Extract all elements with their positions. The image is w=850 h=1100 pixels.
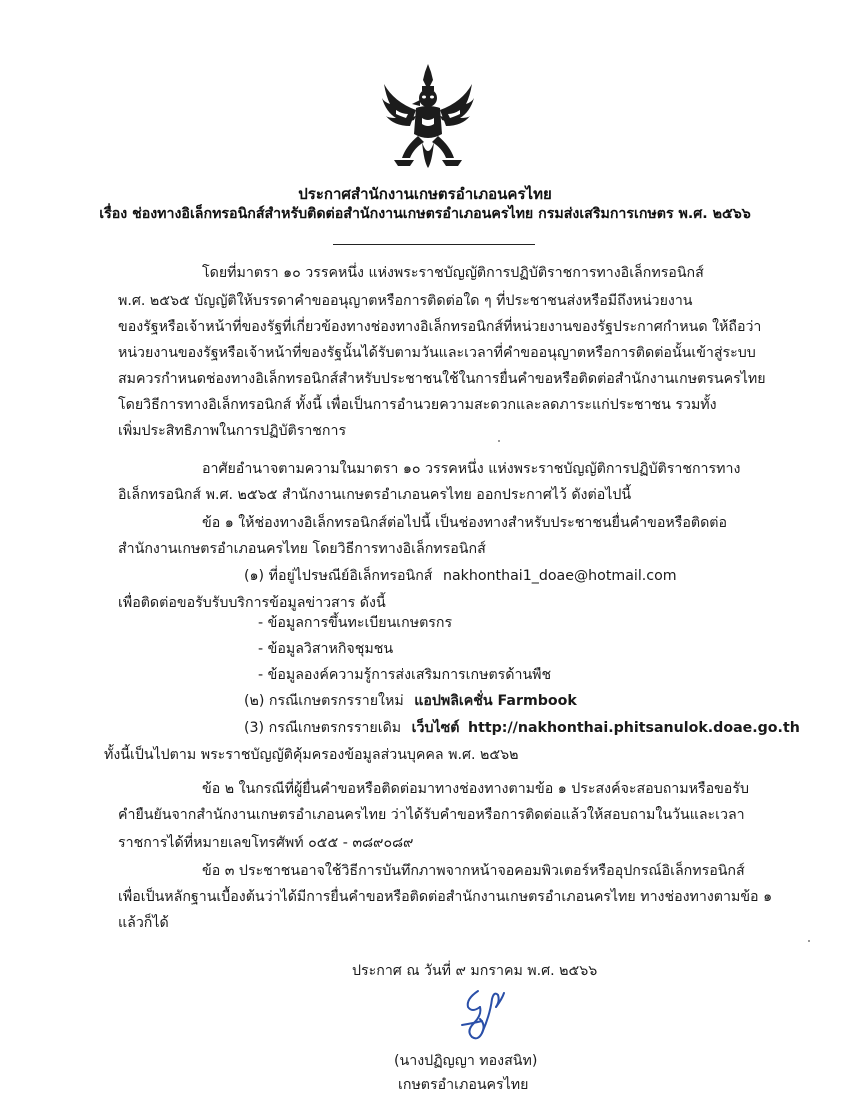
item1-purpose: เพื่อติดต่อขอรับรับบริการข้อมูลข่าวสาร ดังนี้ [118,595,386,611]
para1-line: โดยที่มาตรา ๑๐ วรรคหนึ่ง แห่งพระราชบัญญัติการปฏิบัติราชการทางอิเล็กทรอนิกส์ [202,265,704,281]
clause2-line: ข้อ ๒ ในกรณีที่ผู้ยื่นคำขอหรือติดต่อมาทางช่องทางตามข้อ ๑ ประสงค์จะสอบถามหรือขอรับ [202,781,749,797]
info-bullet: - ข้อมูลวิสาหกิจชุมชน [258,641,394,657]
website-url-link[interactable]: http://nakhonthai.phitsanulok.doae.go.th [467,720,800,736]
farmbook-app-link[interactable]: แอปพลิเคชั่น Farmbook [414,693,577,709]
signer-position: เกษตรอำเภอนครไทย [398,1077,529,1093]
garuda-emblem-icon [380,62,476,174]
pdpa-note: ทั้งนี้เป็นไปตาม พระราชบัญญัติคุ้มครองข้อมูลส่วนบุคคล พ.ศ. ๒๕๖๒ [104,747,519,763]
para2-line: อิเล็กทรอนิกส์ พ.ศ. ๒๕๖๕ สำนักงานเกษตรอำเภอนครไทย ออกประกาศไว้ ดังต่อไปนี้ [118,487,632,503]
item2-prefix: (๒) กรณีเกษตรกรรายใหม่ [244,693,404,709]
para1-line: เพิ่มประสิทธิภาพในการปฏิบัติราชการ [118,423,347,439]
clause1-line: ข้อ ๑ ให้ช่องทางอิเล็กทรอนิกส์ต่อไปนี้ เป็นช่องทางสำหรับประชาชนยื่นคำขอหรือติดต่อ [202,515,728,531]
item3-prefix: (3) กรณีเกษตรกรรายเดิม [244,720,402,736]
para1-line: พ.ศ. ๒๕๖๕ บัญญัติให้บรรดาคำขออนุญาตหรือการติดต่อใด ๆ ที่ประชาชนส่งหรือมีถึงหน่วยงาน [118,293,693,309]
clause2-line: ราชการได้ที่หมายเลขโทรศัพท์ ๐๕๕ - ๓๘๙๐๘๙ [118,835,414,851]
signer-name: (นางปฏิญญา ทองสนิท) [394,1053,538,1069]
clause1-line: สำนักงานเกษตรอำเภอนครไทย โดยวิธีการทางอิเล็กทรอนิกส์ [118,541,486,557]
clause3-line: แล้วก็ได้ [118,915,169,931]
clause2-line: คำยืนยันจากสำนักงานเกษตรอำเภอนครไทย ว่าได้รับคำขอหรือการติดต่อแล้วให้สอบถามในวันและเวลา [118,807,745,823]
clause3-line: เพื่อเป็นหลักฐานเบื้องต้นว่าได้มีการยื่นคำขอหรือติดต่อสำนักงานเกษตรอำเภอนครไทย ทางช่องทางตามข้อ ๑ [118,889,773,905]
para1-line: หน่วยงานของรัฐหรือเจ้าหน้าที่ของรัฐนั้นได้รับตามวันและเวลาที่คำขออนุญาตหรือการติดต่อนั้นเข้าสู่ระบบ [118,345,756,361]
para1-line: สมควรกำหนดช่องทางอิเล็กทรอนิกส์สำหรับประชาชนใช้ในการยื่นคำขอหรือติดต่อสำนักงานเกษตรนครไทย [118,371,766,387]
info-bullet: - ข้อมูลองค์ความรู้การส่งเสริมการเกษตรด้านพืช [258,667,552,683]
scan-speck [808,940,810,942]
para1-line: ของรัฐหรือเจ้าหน้าที่ของรัฐที่เกี่ยวข้องทางช่องทางอิเล็กทรอนิกส์ที่หน่วยงานของรัฐประกาศกำหนด ให้ถือว่า [118,319,762,335]
signature-icon [452,985,518,1045]
website-label: เว็บไซต์ [411,720,460,736]
para2-line: อาศัยอำนาจตามความในมาตรา ๑๐ วรรคหนึ่ง แห่งพระราชบัญญัติการปฏิบัติราชการทาง [202,461,741,477]
info-bullet: - ข้อมูลการขึ้นทะเบียนเกษตรกร [258,615,453,631]
item3-line [244,719,800,737]
item1-line [244,567,677,585]
announcement-subject: เรื่อง ช่องทางอิเล็กทรอนิกส์สำหรับติดต่อสำนักงานเกษตรอำเภอนครไทย กรมส่งเสริมการเกษตร พ.ศ. ๒๕๖๖ [99,206,751,222]
item2-line [244,692,577,710]
announcement-date: ประกาศ ณ วันที่ ๙ มกราคม พ.ศ. ๒๕๖๖ [352,963,598,979]
item1-prefix: (๑) ที่อยู่ไปรษณีย์อิเล็กทรอนิกส์ [244,568,433,584]
page-title: ประกาศสำนักงานเกษตรอำเภอนครไทย [298,185,552,203]
para1-line: โดยวิธีการทางอิเล็กทรอนิกส์ ทั้งนี้ เพื่อเป็นการอำนวยความสะดวกและลดภาระแก่ประชาชน รวมทั้ง [118,397,717,413]
email-address-link[interactable]: nakhonthai1_doae@hotmail.com [442,568,677,584]
title-divider [333,244,535,245]
scan-speck [498,440,500,442]
clause3-line: ข้อ ๓ ประชาชนอาจใช้วิธีการบันทึกภาพจากหน้าจอคอมพิวเตอร์หรืออุปกรณ์อิเล็กทรอนิกส์ [202,863,745,879]
